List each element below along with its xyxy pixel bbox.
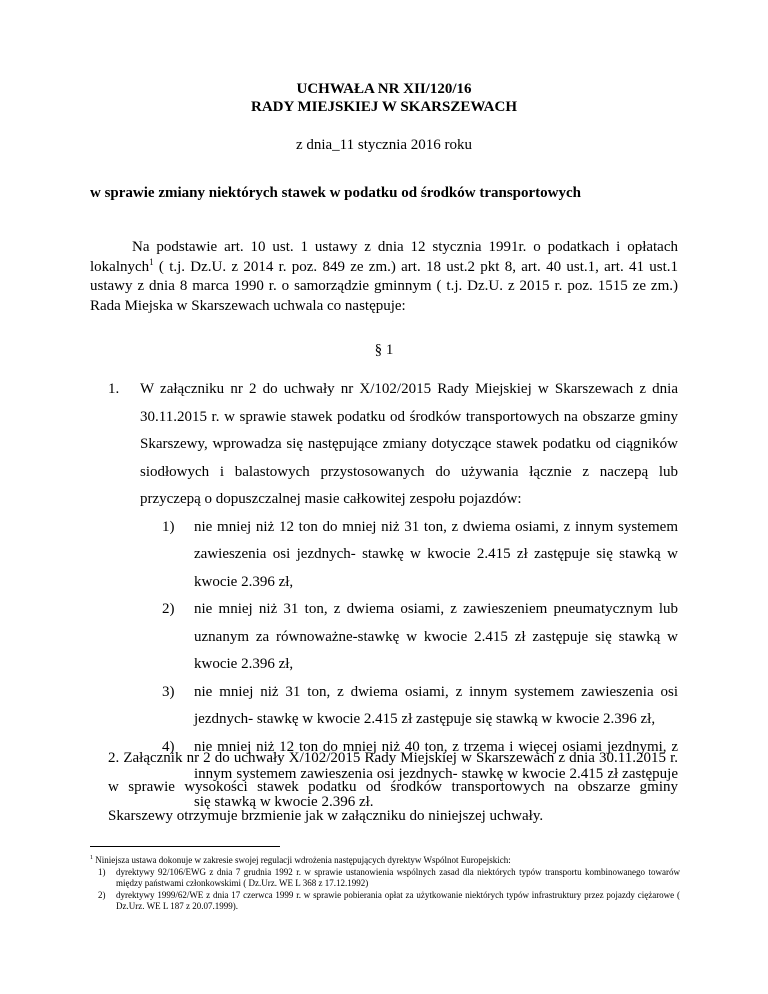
sub-item-text: nie mniej niż 31 ton, z dwiema osiami, z zawieszeniem pneumatycznym lub uznanym za równoważne-stawkę w kwocie 2.415 zł zastępuje się stawką w kwocie 2.396 zł, (194, 601, 678, 672)
footnote-reference: 1 (149, 256, 154, 267)
item-2: 2. Załącznik nr 2 do uchwały X/102/2015 Rady Miejskiej w Skarszewach z dnia 30.11.2015 r. w sprawie wysokości stawek podatku od środków transportowych na obszarze gminy Skarszewy otrzymuje brzmienie jak w załączniku do niniejszej uchwały. (108, 750, 678, 824)
footnote-item-text: dyrektywy 92/106/EWG z dnia 7 grudnia 1992 r. w sprawie ustanowienia wspólnych zasad dla niektórych typów transportu kombinowanego towarów między państwami członkowskimi ( Dz.Urz. WE L 368 z 17.12.1992) (116, 866, 680, 888)
sub-item-number: 2) (162, 601, 175, 617)
sub-item (140, 514, 678, 597)
footnote (90, 853, 680, 913)
resolution-date: z dnia_11 stycznia 2016 roku (295, 137, 473, 153)
sub-item (140, 596, 678, 679)
legal-basis-paragraph (90, 238, 678, 316)
footnote-intro-text: Niniejsza ustawa dokonuje w zakresie swojej regulacji wdrożenia następujących dyrektyw Wspólnot Europejskich: (93, 855, 511, 865)
item-1-number: 1. (108, 381, 120, 397)
sub-item-text: nie mniej niż 31 ton, z dwiema osiami, z innym systemem zawieszenia osi jezdnych- stawkę w kwocie 2.415 zł zastępuje się stawką w kwocie 2.396 zł, (194, 683, 678, 727)
item-1-text: W załączniku nr 2 do uchwały nr X/102/2015 Rady Miejskiej w Skarszewach z dnia 30.11.2015 r. w sprawie stawek podatku od środków transportowych na obszarze gminy Skarszewy, wprowadza się następujące zmiany dotyczące stawek podatku od ciągników siodłowych i balastowych przystosowanych do używania łącznie z naczepą lub przyczepą o dopuszczalnej masie całkowitej zespołu pojazdów: (140, 381, 678, 507)
footnote-item-text: dyrektywy 1999/62/WE z dnia 17 czerwca 1999 r. w sprawie pobierania opłat za użytkowanie niektórych typów infrastruktury przez pojazdy ciężarowe ( Dz.Urz. WE L 187 z 20.07.1999). (116, 889, 680, 911)
footnote-marker: 1 (90, 855, 93, 861)
footnote-item-number: 1) (98, 866, 106, 877)
council-name: RADY MIEJSKIEJ W SKARSZEWACH (250, 99, 518, 115)
footnote-intro (90, 853, 680, 867)
sub-item-number: 4) (162, 738, 175, 755)
sub-item (140, 679, 678, 734)
resolution-subject: w sprawie zmiany niektórych stawek w podatku od środków transportowych (90, 185, 582, 201)
sub-item-text: nie mniej niż 12 ton do mniej niż 40 ton, z trzema i więcej osiami jezdnymi, z innym systemem zawieszenia osi jezdnych- stawkę w kwocie 2.415 zł zastępuje się stawką w kwocie 2.396 zł. (194, 738, 678, 810)
footnote-item (90, 890, 680, 913)
footnote-item-number: 2) (98, 889, 106, 900)
sub-item-number: 3) (162, 683, 175, 700)
section-sign: § 1 (374, 342, 394, 358)
legal-basis-text-end: ( t.j. Dz.U. z 2014 r. poz. 849 ze zm.) art. 18 ust.2 pkt 8, art. 40 ust.1, art. 41 ust.1 ustawy z dnia 8 marca 1990 r. o samorządzie gminnym ( t.j. Dz.U. z 2015 r. poz. 1515 ze zm.) Rada Miejska w Skarszewach uchwala co następuje: (90, 258, 678, 314)
sub-item-number: 1) (162, 518, 175, 535)
resolution-title: UCHWAŁA NR XII/120/16 (296, 81, 472, 97)
sub-item-text: nie mniej niż 12 ton do mniej niż 31 ton, z dwiema osiami, z innym systemem zawieszenia osi jezdnych- stawkę w kwocie 2.415 zł zastępuje się stawką w kwocie 2.396 zł, (194, 518, 678, 590)
footnote-separator (90, 846, 280, 847)
legal-basis-text-start: Na podstawie art. 10 ust. 1 ustawy z dnia 12 stycznia 1991r. o podatkach i opłatach lokalnych (90, 239, 678, 275)
footnote-item (90, 867, 680, 890)
